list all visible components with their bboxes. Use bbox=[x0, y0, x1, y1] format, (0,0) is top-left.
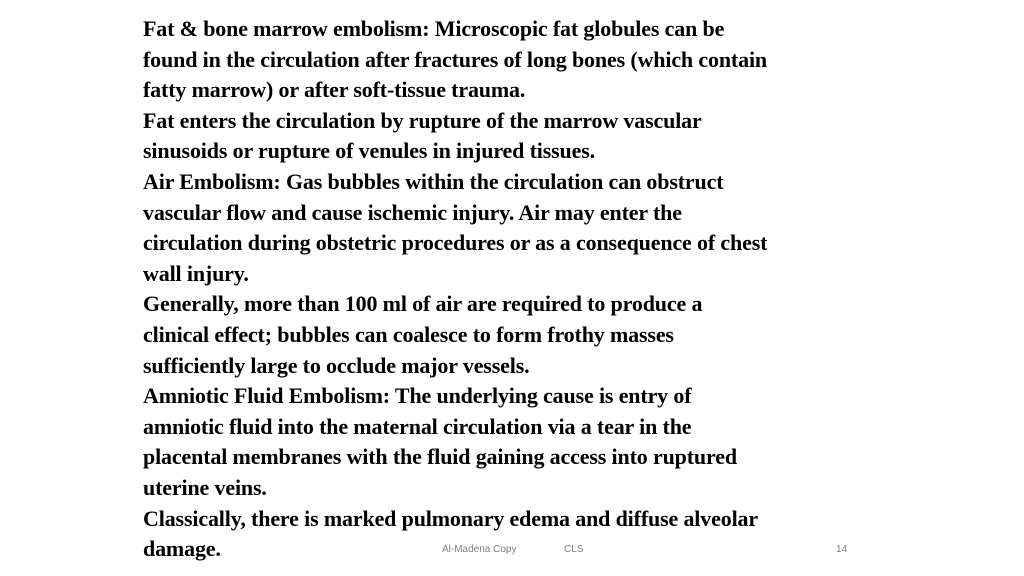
body-line: sufficiently large to occlude major vessels. bbox=[143, 352, 530, 378]
body-line: Air Embolism: Gas bubbles within the circulation can obstruct bbox=[143, 168, 724, 194]
body-line: wall injury. bbox=[143, 260, 249, 286]
body-line: Amniotic Fluid Embolism: The underlying cause is entry of bbox=[143, 383, 692, 409]
body-line: damage. bbox=[143, 536, 221, 562]
body-line: clinical effect; bubbles can coalesce to form frothy masses bbox=[143, 321, 674, 347]
body-line: Fat enters the circulation by rupture of the marrow vascular bbox=[143, 107, 702, 133]
body-line: vascular flow and cause ischemic injury. Air may enter the bbox=[143, 199, 682, 225]
body-line: placental membranes with the fluid gaining access into ruptured bbox=[143, 444, 737, 470]
body-line: found in the circulation after fractures of long bones (which contain bbox=[143, 46, 767, 72]
footer-center-text: CLS bbox=[564, 544, 584, 555]
body-line: Fat & bone marrow embolism: Microscopic fat globules can be bbox=[143, 16, 725, 41]
body-line: Classically, there is marked pulmonary edema and diffuse alveolar bbox=[143, 505, 759, 531]
body-line: amniotic fluid into the maternal circulation via a tear in the bbox=[143, 413, 692, 439]
body-line: circulation during obstetric procedures or as a consequence of chest bbox=[143, 230, 768, 256]
footer-left-text: Al-Madena Copy bbox=[442, 544, 517, 555]
slide-number: 14 bbox=[836, 544, 848, 555]
body-line: Generally, more than 100 ml of air are required to produce a bbox=[143, 291, 703, 317]
slide-body-text bbox=[143, 14, 893, 565]
body-line: uterine veins. bbox=[143, 474, 267, 500]
body-line: sinusoids or rupture of venules in injured tissues. bbox=[143, 138, 596, 164]
body-line: fatty marrow) or after soft-tissue trauma. bbox=[143, 77, 526, 103]
